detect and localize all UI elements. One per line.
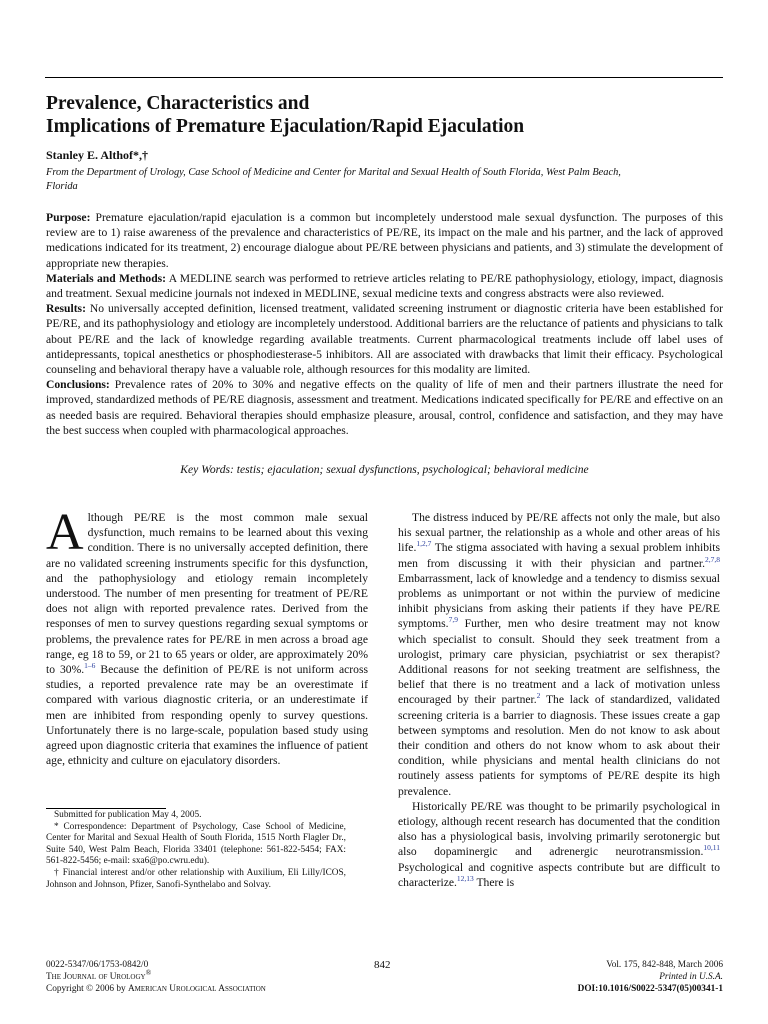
conclusions-text: Prevalence rates of 20% to 30% and negative effects on the quality of life of men and their partners illustrate the need for improved, standardized methods of PE/RE diagnosis, assessment and treatment. Medications indicated specifically for PE/RE and effective on an as needed basis are required. Behavioral therapies should emphasize pleasure, arousal, control, confidence and satisfaction, and they may have the best success when coupled with pharmacological approaches. <box>46 378 723 437</box>
abstract-methods <box>46 271 723 301</box>
footnotes <box>46 810 346 891</box>
footnote-rule <box>46 808 166 809</box>
footnote-financial: † Financial interest and/or other relationship with Auxilium, Eli Lilly/ICOS, Johnson and Johnson, Pfizer, Sanofi-Synthelabo and Solvay. <box>46 867 346 890</box>
registered-mark: ® <box>145 967 152 977</box>
affiliation: From the Department of Urology, Case School of Medicine and Center for Marital and Sexual Health of South Florida, West Palm Beach, Florida <box>46 167 621 192</box>
right-text-h: There is <box>473 875 515 889</box>
title-line-2: Implications of Premature Ejaculation/Rapid Ejaculation <box>46 116 525 137</box>
right-text-c: Embarrassment, lack of knowledge and a tendency to dismiss sexual problems as unimportant or not within the purview of medicine inhibit physicians from asking their patients if they have PE/RE symptoms. <box>398 571 720 631</box>
conclusions-label: Conclusions: <box>46 378 110 392</box>
article-title <box>46 92 726 138</box>
citation-link[interactable]: 1–6 <box>84 661 96 671</box>
purpose-text: Premature ejaculation/rapid ejaculation is a common but incompletely understood male sexual dysfunction. The purposes of this review are to 1) raise awareness of the prevalence and characteristics of PE/RE, its impact on the male and his partner, and the lack of approved medications indicated for its treatment, 2) encourage dialogue about PE/RE between physicians and patients, and 3) stimulate the development of appropriate new therapies. <box>46 211 723 270</box>
footer-doi[interactable]: DOI:10.1016/S0022-5347(05)00341-1 <box>577 984 723 994</box>
citation-link[interactable]: 7,9 <box>448 615 458 625</box>
title-line-1: Prevalence, Characteristics and <box>46 93 310 114</box>
abstract-results <box>46 301 723 377</box>
abstract-purpose <box>46 210 723 271</box>
citation-link[interactable]: 2,7,8 <box>705 554 720 564</box>
left-text-b: Because the definition of PE/RE is not uniform across studies, a reported prevalence rate may be an overestimate if compared with various diagnostic criteria, or an underestimate if men are inhibited from responding openly to survey questions. Unfortunately there is no large-scale, population based study using agreed upon diagnostic criteria that examines the influence of patient age, ethnicity and culture on ejaculatory disorders. <box>46 663 368 768</box>
footer-journal <box>46 967 266 983</box>
keywords: Key Words: testis; ejaculation; sexual dysfunctions, psychological; behavioral medicine <box>180 463 589 476</box>
right-paragraph-1 <box>398 510 720 799</box>
footer-printed: Printed in U.S.A. <box>659 972 723 982</box>
right-paragraph-2 <box>398 799 720 890</box>
copyright-org: American Urological Association <box>127 984 266 994</box>
abstract <box>46 210 723 438</box>
drop-cap: A <box>46 504 84 561</box>
journal-name: The Journal of Urology <box>46 972 146 982</box>
citation-link[interactable]: 12,13 <box>456 874 474 884</box>
citation-link[interactable]: 2 <box>536 691 541 701</box>
right-text-b: The stigma associated with having a sexual problem inhibits men from discussing it with their physician and partner. <box>398 541 720 570</box>
abstract-conclusions <box>46 377 723 438</box>
methods-text: A MEDLINE search was performed to retrieve articles relating to PE/RE pathophysiology, etiology, impact, diagnosis and treatment. Sexual medicine journals not indexed in MEDLINE, sexual medicine texts and congress abstracts were also reviewed. <box>46 271 723 301</box>
footer-copyright <box>46 983 266 995</box>
left-text-a: lthough PE/RE is the most common male sexual dysfunction, much remains to be learned about this vexing condition. There is no universally accepted definition, there are no validated screening instruments specific for this dysfunction, and the pathophysiology and etiology remain incompletely understood. The number of men presenting for treatment of PE/RE does not align with reported prevalence rates. Derived from the responses of men to survey questions regarding sexual symptoms or problems, the prevalence rates for PE/RE in men across a broad age range, eg 18 to 59, or 21 to 65 years or older, are approximately 20% to 30%. <box>46 511 368 677</box>
footnote-correspondence: * Correspondence: Department of Psychology, Case School of Medicine, Center for Marital and Sexual Health of South Florida, 1515 North Flagler Dr., Suite 540, West Palm Beach, Florida 33401 (telephone: 561-822-5454; FAX: 561-822-5456; e-mail: sxa6@po.cwru.edu). <box>46 821 346 867</box>
citation-link[interactable]: 10,11 <box>703 843 720 853</box>
results-text: No universally accepted definition, licensed treatment, validated screening instrument or diagnostic criteria have been established for PE/RE, and its pathophysiology and etiology are incompletely understood. Additional barriers are the reluctance of patients and physicians to talk about PE/RE and the lack of knowledge regarding available treatments. Current pharmacological treatments include off label uses of antidepressants, topical anesthetics or phosphodiesterase-5 inhibitors. All are associated with drawbacks that limit their efficacy. Psychological counseling and behavioral therapy have a valuable role, although resources for this modality are limited. <box>46 302 723 377</box>
right-column <box>398 510 720 890</box>
right-text-d: Further, men who desire treatment may not know which specialist to consult. Should they seek treatment from a urologist, primary care physician, psychiatrist or sex therapist? Additional reasons for not seeking treatment are selfishness, the belief that there is no treatment and a lack of motivation unless encouraged by their partner. <box>398 617 720 707</box>
right-text-e: The lack of standardized, validated screening criteria is a barrier to diagnosis. These issues create a gap between symptoms and resolution. Men do not know to ask about their condition and others do not know whom to ask about their condition, while physicians and mental health clinicians do not routinely assess patients for symptoms of PE/RE despite its high prevalence. <box>398 693 720 798</box>
right-text-g: Psychological and cognitive aspects contribute but are difficult to characterize. <box>398 860 720 889</box>
copyright-prefix: Copyright © 2006 by <box>46 984 128 994</box>
footer-right <box>578 959 723 995</box>
top-rule <box>45 77 723 78</box>
left-paragraph <box>46 504 368 768</box>
footer-left <box>46 959 266 995</box>
right-text-a: The distress induced by PE/RE affects not only the male, but also his sexual partner, the relationship as a whole and other areas of his life. <box>398 511 720 555</box>
footer-code: 0022-5347/06/1753-0842/0 <box>46 960 149 970</box>
citation-link[interactable]: 1,2,7 <box>416 539 432 549</box>
footnote-submitted: Submitted for publication May 4, 2005. <box>54 810 202 820</box>
right-text-f: Historically PE/RE was thought to be primarily psychological in etiology, although recent research has documented that the condition also has a physiological basis, involving primarily serotonergic but also dopaminergic and adrenergic neurotransmission. <box>398 799 720 859</box>
footer-volume: Vol. 175, 842-848, March 2006 <box>606 960 723 970</box>
purpose-label: Purpose: <box>46 211 91 224</box>
author: Stanley E. Althof*,† <box>46 148 149 162</box>
page-number: 842 <box>374 959 391 971</box>
methods-label: Materials and Methods: <box>46 271 167 285</box>
results-label: Results: <box>46 302 86 316</box>
left-column <box>46 504 368 768</box>
